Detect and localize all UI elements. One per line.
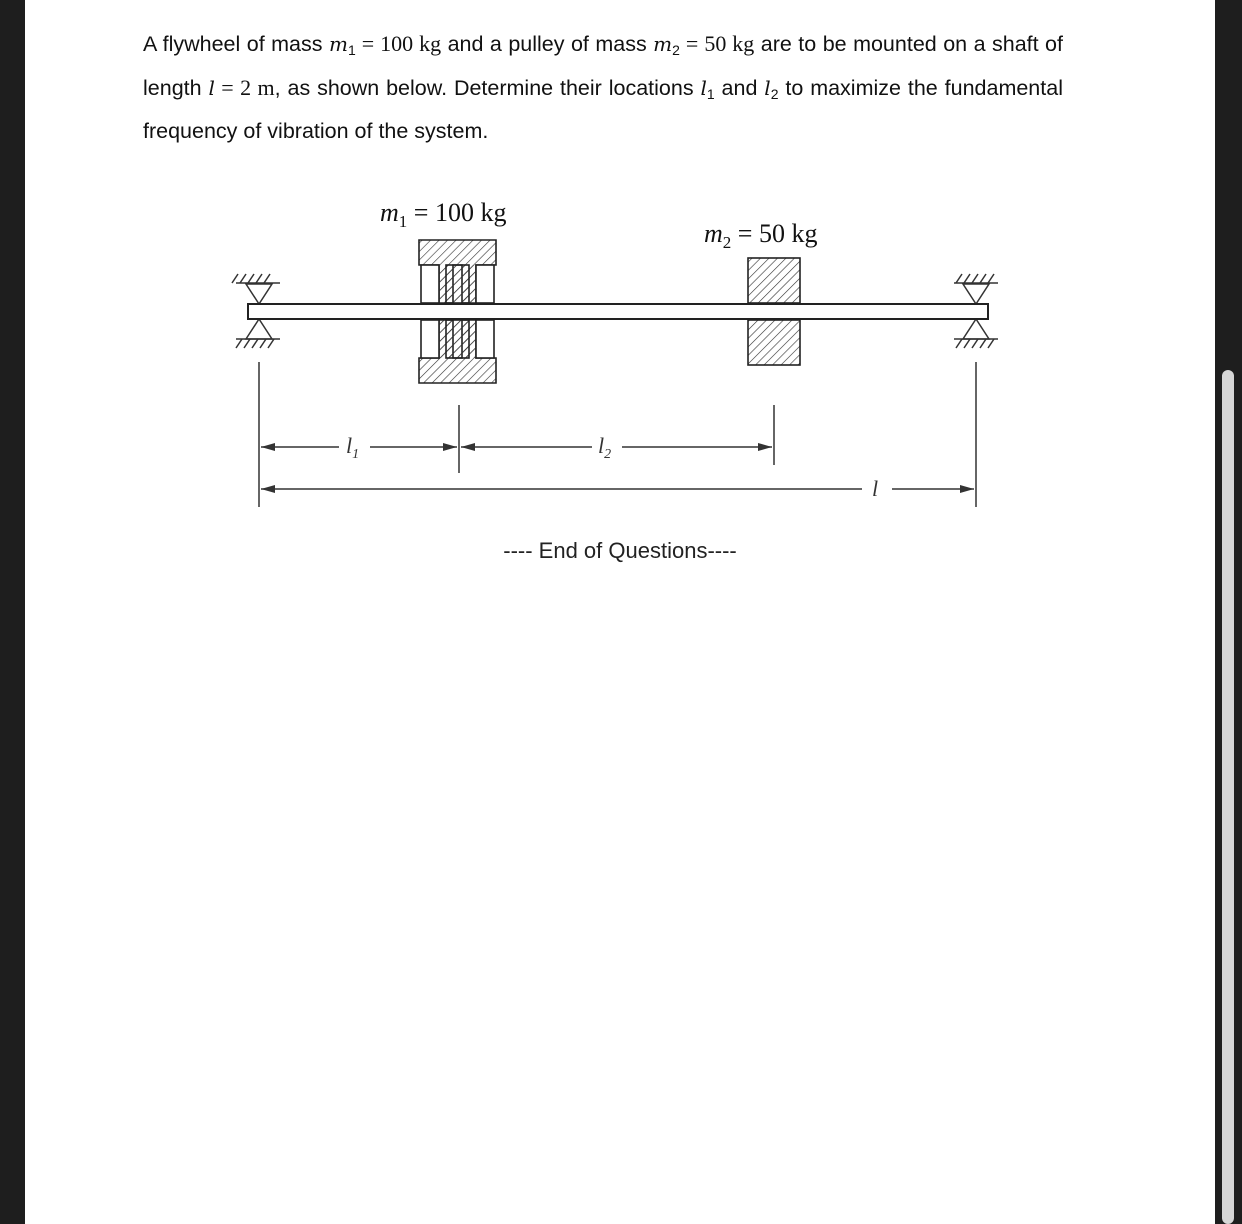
svg-text:l1: $l_1$ [346,433,360,462]
dimension-l [261,476,974,501]
dimension-extension-lines [259,362,976,507]
m1-label: $m_1 = 100$ kg [380,198,507,231]
question-text: A flywheel of mass $m_1 = 100$ kg and a pulley of mass $m_2 = 50$ kg are to be mounted on a shaft of length l = 2 m, as shown below. Determine their locations $l_1$ and $l_2$ to maximize the fundamental frequency of vibration of the system. [143,31,1063,143]
end-of-questions: ---- End of Questions---- [503,538,737,563]
dimension-l1 [261,433,457,462]
svg-text:l2: $l_2$ [598,433,612,462]
svg-text:l: l [872,476,879,501]
shaft [248,304,988,319]
m2-label: $m_2 = 50$ kg [704,219,818,252]
dimension-l2 [461,433,772,462]
